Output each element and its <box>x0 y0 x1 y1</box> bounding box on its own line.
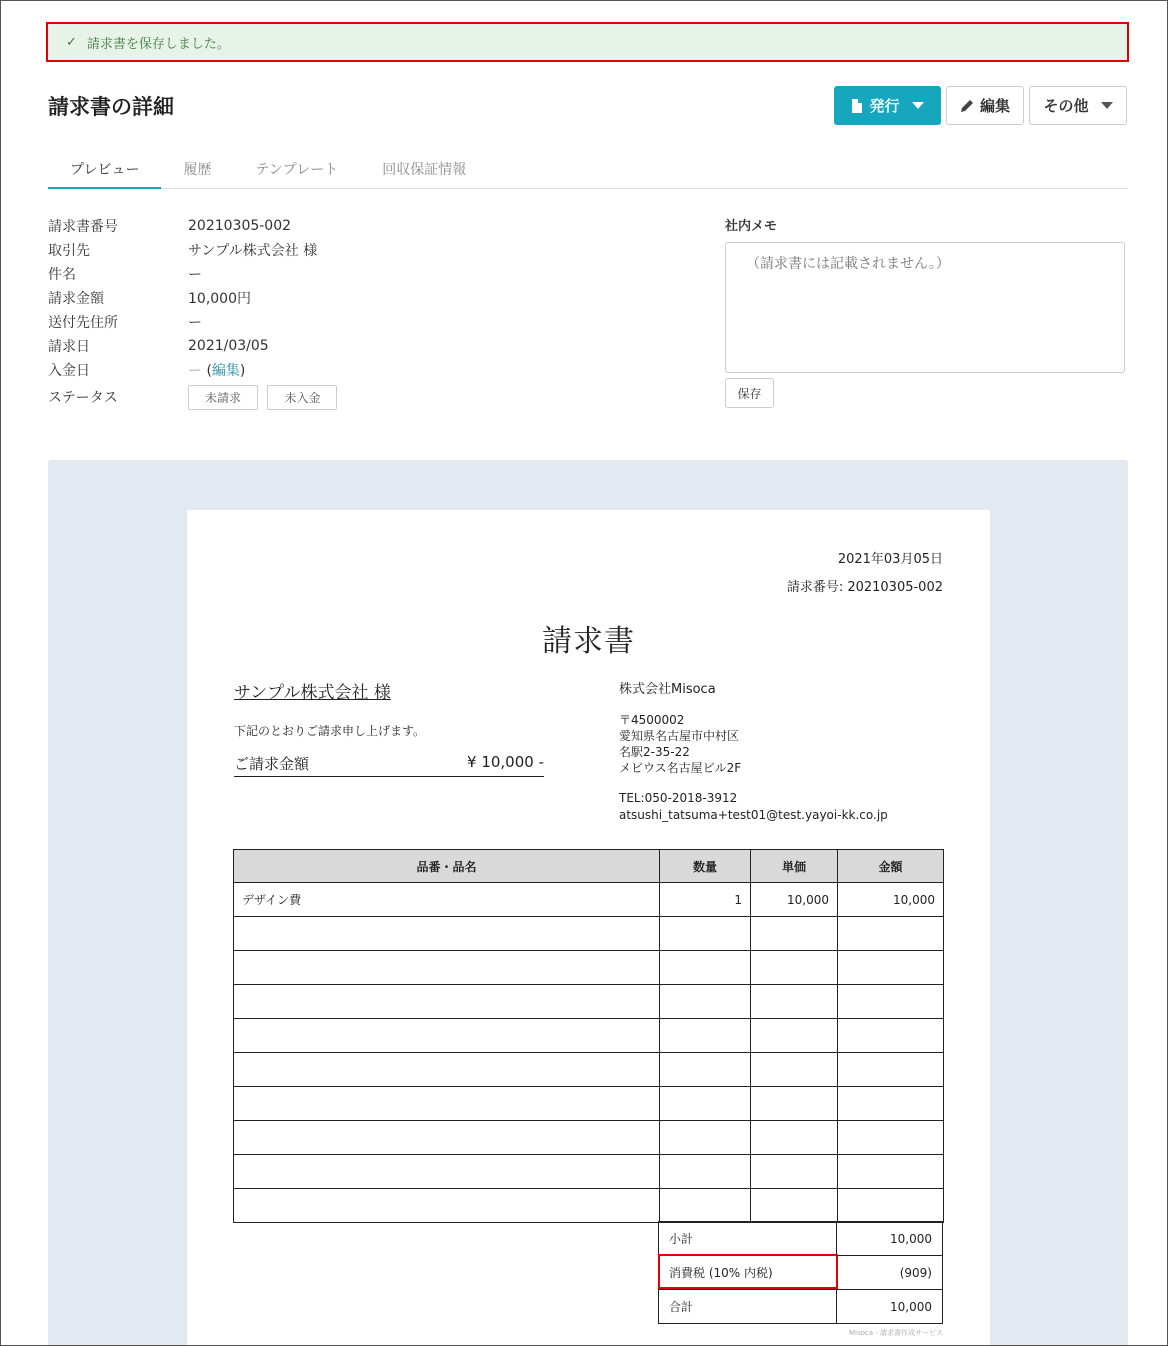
total-label: 小計 <box>659 1222 837 1256</box>
table-cell: 10,000 <box>751 883 838 917</box>
info-value: ー <box>188 267 202 283</box>
table-cell <box>751 1155 838 1189</box>
info-row-invoice-no <box>48 214 342 238</box>
column-header: 金額 <box>838 850 944 883</box>
table-row <box>234 1019 944 1053</box>
info-label: 入金日 <box>48 363 90 379</box>
issue-button-label: 発行 <box>869 97 900 115</box>
amount-value: ¥ 10,000 - <box>467 753 544 771</box>
table-row <box>234 1155 944 1189</box>
table-cell <box>234 951 660 985</box>
info-label: 件名 <box>48 267 76 283</box>
table-cell <box>660 1019 751 1053</box>
info-value: 10,000円 <box>188 291 251 307</box>
table-row <box>234 1121 944 1155</box>
paper-email: atsushi_tatsuma+test01@test.yayoi-kk.co.jp <box>619 808 888 822</box>
status-badge: 未請求 <box>188 385 258 410</box>
table-header-row <box>234 850 944 883</box>
edit-button-label: 編集 <box>979 97 1010 115</box>
invoice-info <box>48 214 342 412</box>
table-cell <box>751 1019 838 1053</box>
save-success-toast <box>46 22 1129 62</box>
paper-title: 請求書 <box>542 624 635 659</box>
table-cell <box>751 1189 838 1223</box>
total-value: 10,000 <box>837 1222 943 1256</box>
table-row <box>234 985 944 1019</box>
info-label: 送付先住所 <box>48 315 118 331</box>
info-row-status <box>48 382 342 412</box>
table-cell <box>234 985 660 1019</box>
paper-number: 請求番号: 20210305-002 <box>786 580 943 595</box>
table-cell: デザイン費 <box>234 883 660 917</box>
totals-table <box>658 1221 943 1324</box>
table-cell <box>234 1121 660 1155</box>
address-line: 愛知県名古屋市中村区 <box>619 729 740 743</box>
paper-date: 2021年03月05日 <box>837 552 943 567</box>
info-row-subject <box>48 262 342 286</box>
chevron-down-icon <box>1101 102 1113 109</box>
table-cell <box>751 1121 838 1155</box>
tab-collection-guarantee[interactable]: 回収保証情報 <box>382 162 467 178</box>
address-line: 〒4500002 <box>619 713 685 727</box>
paper-contact <box>619 790 888 824</box>
info-row-payment-date <box>48 358 342 382</box>
table-cell: 1 <box>660 883 751 917</box>
table-cell <box>838 1155 944 1189</box>
subtotal-row <box>659 1222 943 1256</box>
table-cell <box>234 1019 660 1053</box>
info-label: 取引先 <box>48 243 90 259</box>
info-label: ステータス <box>48 390 118 406</box>
table-cell <box>751 1053 838 1087</box>
total-label: 消費税 (10% 内税) <box>659 1256 837 1290</box>
address-line: 名駅2-35-22 <box>619 745 690 759</box>
info-label: 請求金額 <box>48 291 104 307</box>
table-row <box>234 1087 944 1121</box>
table-row <box>234 883 944 917</box>
page-title: 請求書の詳細 <box>48 95 174 119</box>
memo-save-button[interactable]: 保存 <box>725 378 774 408</box>
memo-label: 社内メモ <box>725 219 778 234</box>
table-cell <box>838 1189 944 1223</box>
pencil-icon <box>960 99 974 113</box>
grand-total-row <box>659 1290 943 1324</box>
tab-preview[interactable]: プレビュー <box>48 151 161 189</box>
items-table <box>233 849 944 1223</box>
amount-label: ご請求金額 <box>234 755 310 773</box>
paper-client: サンプル株式会社 様 <box>234 683 391 703</box>
memo-input[interactable] <box>725 242 1125 373</box>
table-cell: 10,000 <box>838 883 944 917</box>
chevron-down-icon <box>912 102 924 109</box>
table-cell <box>234 1155 660 1189</box>
invoice-paper <box>187 510 990 1346</box>
total-value: 10,000 <box>837 1290 943 1324</box>
table-cell <box>660 1121 751 1155</box>
paren-open: ( <box>202 363 212 379</box>
issue-button[interactable] <box>834 86 941 125</box>
table-cell <box>234 1189 660 1223</box>
info-row-client <box>48 238 342 262</box>
column-header: 数量 <box>660 850 751 883</box>
table-cell <box>660 1053 751 1087</box>
client-link[interactable]: サンプル株式会社 様 <box>188 243 318 259</box>
document-icon <box>851 99 863 113</box>
info-value: ー <box>188 315 202 331</box>
table-cell <box>751 917 838 951</box>
table-row <box>234 917 944 951</box>
table-cell <box>838 1087 944 1121</box>
status-badge: 未入金 <box>267 385 337 410</box>
paren-close: ) <box>239 363 246 379</box>
info-row-address <box>48 310 342 334</box>
table-cell <box>660 985 751 1019</box>
table-cell <box>751 985 838 1019</box>
table-cell <box>751 1087 838 1121</box>
info-value: ー <box>188 363 202 379</box>
info-value: 20210305-002 <box>188 218 292 234</box>
table-cell <box>660 1087 751 1121</box>
total-label: 合計 <box>659 1290 837 1324</box>
table-cell <box>660 1155 751 1189</box>
table-cell <box>751 951 838 985</box>
column-header: 品番・品名 <box>234 850 660 883</box>
payment-date-edit-link[interactable]: 編集 <box>211 363 240 379</box>
tax-row <box>659 1256 943 1290</box>
paper-tel: TEL:050-2018-3912 <box>619 791 738 805</box>
paper-amount <box>234 753 544 777</box>
table-cell <box>234 1087 660 1121</box>
check-icon: ✓ <box>66 34 77 50</box>
table-cell <box>234 917 660 951</box>
table-cell <box>838 917 944 951</box>
info-label: 請求書番号 <box>48 219 118 235</box>
paper-address <box>619 712 741 776</box>
paper-intro: 下記のとおりご請求申し上げます。 <box>234 724 426 738</box>
table-cell <box>838 951 944 985</box>
table-row <box>234 951 944 985</box>
table-cell <box>660 917 751 951</box>
table-cell <box>838 1019 944 1053</box>
paper-footer: Misoca - 請求書作成サービス <box>848 1329 943 1337</box>
paper-company: 株式会社Misoca <box>619 682 716 697</box>
total-value: (909) <box>837 1256 943 1290</box>
table-cell <box>838 1053 944 1087</box>
info-row-amount <box>48 286 342 310</box>
tab-template[interactable]: テンプレート <box>255 162 339 178</box>
table-cell <box>660 951 751 985</box>
info-label: 請求日 <box>48 339 90 355</box>
info-value: 2021/03/05 <box>188 338 269 354</box>
tab-history[interactable]: 履歴 <box>183 162 212 178</box>
address-line: メビウス名古屋ビル2F <box>619 761 742 775</box>
info-row-invoice-date <box>48 334 342 358</box>
table-row <box>234 1053 944 1087</box>
table-cell <box>838 1121 944 1155</box>
edit-button[interactable] <box>946 86 1024 125</box>
other-menu-button[interactable] <box>1029 86 1127 125</box>
column-header: 単価 <box>751 850 838 883</box>
tab-bar <box>48 151 1128 189</box>
other-button-label: その他 <box>1043 97 1089 115</box>
table-cell <box>660 1189 751 1223</box>
toast-message: 請求書を保存しました。 <box>86 36 230 52</box>
table-row <box>234 1189 944 1223</box>
table-cell <box>234 1053 660 1087</box>
table-cell <box>838 985 944 1019</box>
